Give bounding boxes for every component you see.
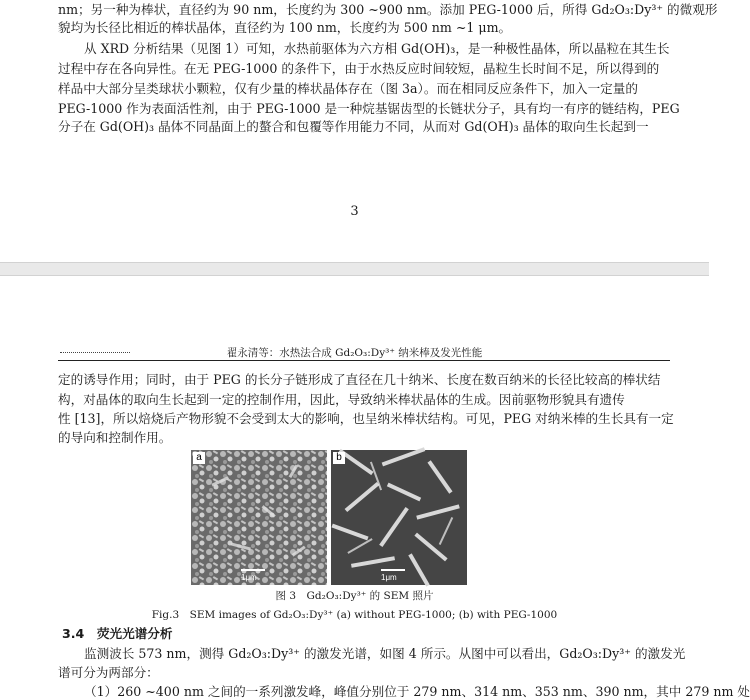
figure-caption-english: Fig.3 SEM images of Gd₂O₃:Dy³⁺ (a) without PEG-1000; (b) with PEG-1000: [151, 609, 558, 621]
panel-label-b: b: [333, 452, 345, 464]
sem-image-a: [191, 450, 327, 585]
body-text-line: 从 XRD 分析结果（见图 1）可知，水热前驱体为六方相 Gd(OH)₃，是一种极性晶体，所以晶粒在其生长: [84, 41, 670, 56]
body-text-line: 貌均为长径比相近的棒状晶体，直径约为 100 nm，长度约为 500 nm ~1 μm。: [58, 20, 512, 35]
body-text-line: 的导向和控制作用。: [58, 430, 172, 445]
scale-bar-a: [241, 569, 265, 571]
scale-label-a: 1μm: [241, 573, 257, 582]
body-text-line: 过程中存在各向异性。在无 PEG-1000 的条件下，由于水热反应时间较短，晶粒生长时间不足，所以得到的: [58, 61, 660, 76]
body-text-line: 性 [13]，所以焙烧后产物形貌不会受到太大的影响，也呈纳米棒状结构。可见，PEG 对纳米棒的生长具有一定: [58, 411, 674, 426]
body-text-line: 监测波长 573 nm，测得 Gd₂O₃:Dy³⁺ 的激发光谱，如图 4 所示。从图中可以看出，Gd₂O₃:Dy³⁺ 的激发光: [84, 646, 686, 661]
running-head: 翟永清等：水热法合成 Gd₂O₃:Dy³⁺ 纳米棒及发光性能: [226, 347, 483, 359]
body-text-line: 构，对晶体的取向生长起到一定的控制作用，因此，导致纳米棒状晶体的生成。因前驱物形貌具有遗传: [58, 392, 625, 407]
body-text-line: PEG-1000 作为表面活性剂，由于 PEG-1000 是一种烷基锯齿型的长链状分子，具有均一有序的链结构，PEG: [58, 101, 680, 116]
body-text-line: 定的诱导作用；同时，由于 PEG 的长分子链形成了直径在几十纳米、长度在数百纳米的长径比较高的棒状结: [58, 372, 661, 387]
body-text-line: 谱可分为两部分：: [58, 665, 159, 680]
body-text-line: nm；另一种为棒状，直径约为 90 nm，长度约为 300 ~900 nm。添加 PEG-1000 后，所得 Gd₂O₃:Dy³⁺ 的微观形: [58, 2, 718, 17]
panel-label-a: a: [193, 452, 205, 464]
sem-figure: [191, 450, 470, 585]
sem-image-b: [331, 450, 467, 585]
scale-label-b: 1μm: [381, 573, 397, 582]
body-text-line: 分子在 Gd(OH)₃ 晶体不同晶面上的螯合和包覆等作用能力不同，从而对 Gd(OH)₃ 晶体的取向生长起到一: [58, 119, 649, 134]
document-page-top: [0, 0, 718, 262]
sem-texture-a: [191, 450, 327, 585]
page-number: 3: [350, 204, 359, 219]
body-text-line: 样品中大部分呈类球状小颗粒，仅有少量的棒状晶体存在（图 3a）。而在相同反应条件下，加入一定量的: [58, 81, 638, 96]
scale-bar-b: [381, 569, 405, 571]
section-heading: 3.4 荧光光谱分析: [62, 626, 173, 641]
body-text-line: （1）260 ~400 nm 之间的一系列激发峰，峰值分别位于 279 nm、314 nm、353 nm、390 nm，其中 279 nm 处: [84, 684, 750, 699]
page-separator: [0, 262, 709, 276]
figure-caption-chinese: 图 3 Gd₂O₃:Dy³⁺ 的 SEM 照片: [275, 590, 434, 602]
sem-texture-b: [331, 450, 467, 585]
header-rule: [58, 360, 670, 361]
